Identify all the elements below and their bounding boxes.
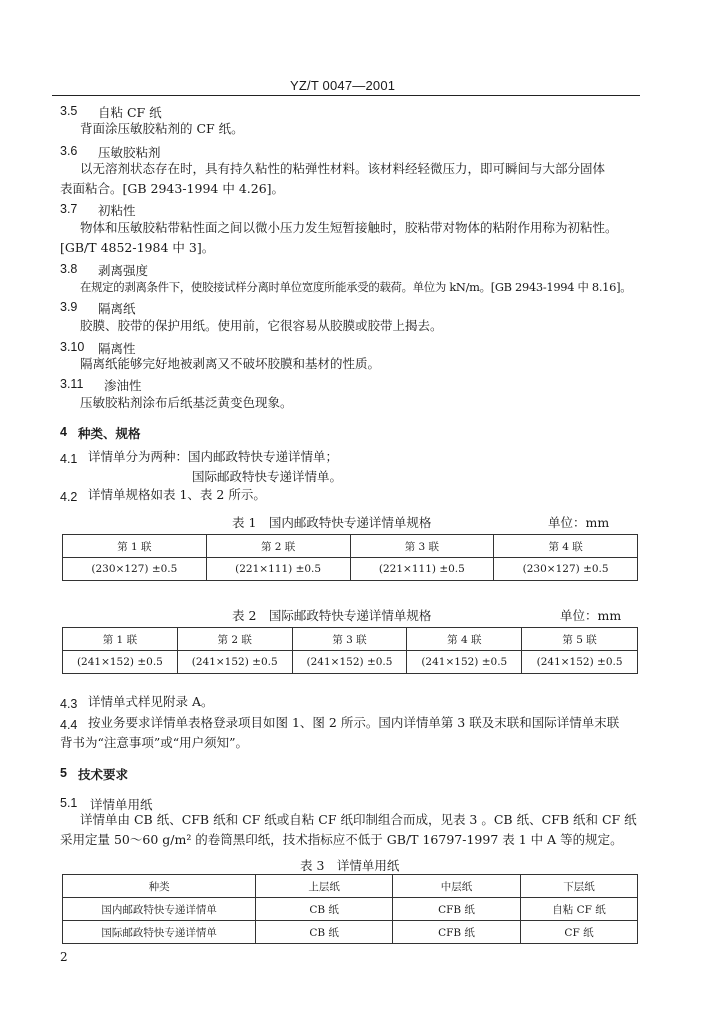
table-header-cell: 下层纸 — [520, 875, 637, 898]
page-number: 2 — [60, 950, 68, 964]
term-title: 初粘性 — [98, 203, 136, 218]
term-definition: 表面粘合。[GB 2943-1994 中 4.26]。 — [60, 181, 285, 196]
term-title: 压敏胶粘剂 — [98, 145, 161, 160]
table-header-cell: 上层纸 — [256, 875, 393, 898]
table-cell: CB 纸 — [256, 898, 393, 921]
clause-title: 详情单用纸 — [90, 797, 153, 812]
table-unit: 单位：mm — [548, 515, 610, 530]
term-definition: 压敏胶粘剂涂布后纸基泛黄变色现象。 — [80, 395, 293, 410]
table-3 — [62, 874, 638, 944]
table-2 — [62, 627, 638, 674]
table-header-row — [63, 535, 638, 558]
term-definition: 胶膜、胶带的保护用纸。使用前，它很容易从胶膜或胶带上揭去。 — [80, 318, 443, 333]
table-header-cell: 第 1 联 — [63, 535, 207, 558]
clause-number: 3.10 — [60, 340, 85, 354]
term-definition: 以无溶剂状态存在时，具有持久粘性的粘弹性材料。该材料经轻微压力，即可瞬间与大部分固体 — [80, 161, 606, 176]
table-row — [63, 898, 638, 921]
table-header-cell: 第 3 联 — [350, 535, 494, 558]
table-row — [63, 921, 638, 944]
term-definition: 物体和压敏胶粘带粘性面之间以微小压力发生短暂接触时，胶粘带对物体的粘附作用称为初粘性。 — [80, 220, 618, 235]
clause-number: 5.1 — [60, 796, 78, 810]
table-cell: CFB 纸 — [393, 898, 521, 921]
table-cell: 自粘 CF 纸 — [520, 898, 637, 921]
clause-number: 4.4 — [60, 718, 78, 732]
clause-number: 4.2 — [60, 490, 78, 504]
table-header-cell: 第 2 联 — [177, 628, 292, 651]
table-cell: (221×111) ±0.5 — [350, 558, 494, 581]
clause-number: 4.3 — [60, 697, 78, 711]
clause-text: 详情单由 CB 纸、CFB 纸和 CF 纸或自粘 CF 纸印制组合而成，见表 3 。CB 纸、CFB 纸和 CF 纸 — [80, 812, 637, 827]
table-cell: 国际邮政特快专递详情单 — [63, 921, 256, 944]
term-title: 剥离强度 — [98, 263, 149, 278]
term-definition: [GB/T 4852-1984 中 3]。 — [60, 240, 215, 255]
table-header-cell: 第 4 联 — [407, 628, 522, 651]
table-cell: 国内邮政特快专递详情单 — [63, 898, 256, 921]
table-cell: CF 纸 — [520, 921, 637, 944]
clause-text: 按业务要求详情单表格登录项目如图 1、图 2 所示。国内详情单第 3 联及末联和国际详情单末联 — [88, 715, 620, 730]
section-title: 技术要求 — [78, 767, 129, 782]
clause-text: 背书为“注意事项”或“用户须知”。 — [60, 735, 249, 750]
clause-text: 详情单分为两种：国内邮政特快专递详情单； — [88, 449, 339, 464]
table-cell: (241×152) ±0.5 — [63, 651, 178, 674]
table-cell: (241×152) ±0.5 — [407, 651, 522, 674]
term-title: 渗油性 — [104, 378, 142, 393]
term-title: 隔离性 — [98, 341, 136, 356]
table-cell: (230×127) ±0.5 — [63, 558, 207, 581]
table-cell: CFB 纸 — [393, 921, 521, 944]
table-header-cell: 第 1 联 — [63, 628, 178, 651]
clause-number: 3.8 — [60, 262, 78, 276]
table-cell: (241×152) ±0.5 — [177, 651, 292, 674]
table-header-cell: 第 5 联 — [522, 628, 638, 651]
table-caption: 表 1 国内邮政特快专递详情单规格 — [232, 515, 432, 530]
table-header-row — [63, 875, 638, 898]
term-title: 隔离纸 — [98, 301, 136, 316]
table-caption: 表 3 详情单用纸 — [300, 858, 400, 873]
clause-text: 详情单式样见附录 A。 — [88, 694, 214, 709]
clause-number: 4.1 — [60, 452, 78, 466]
header-rule — [52, 95, 640, 96]
section-number: 4 — [60, 425, 67, 439]
term-definition: 隔离纸能够完好地被剥离又不破坏胶膜和基材的性质。 — [80, 356, 381, 371]
clause-number: 3.6 — [60, 144, 78, 158]
clause-number: 3.9 — [60, 300, 78, 314]
table-row — [63, 558, 638, 581]
term-title: 自粘 CF 纸 — [98, 105, 162, 120]
table-cell: (230×127) ±0.5 — [494, 558, 638, 581]
table-header-cell: 第 3 联 — [292, 628, 407, 651]
clause-text: 采用定量 50～60 g/m² 的卷筒黑印纸，技术指标应不低于 GB/T 16797-1997 表 1 中 A 等的规定。 — [60, 832, 623, 847]
section-title: 种类、规格 — [78, 426, 141, 441]
table-caption: 表 2 国际邮政特快专递详情单规格 — [232, 608, 432, 623]
clause-number: 3.11 — [60, 377, 84, 391]
table-header-cell: 第 4 联 — [494, 535, 638, 558]
table-header-row — [63, 628, 638, 651]
table-header-cell: 中层纸 — [393, 875, 521, 898]
term-definition: 在规定的剥离条件下，使胶接试样分离时单位宽度所能承受的载荷。单位为 kN/m。[GB 2943-1994 中 8.16]。 — [80, 280, 632, 294]
table-1 — [62, 534, 638, 581]
table-header-cell: 种类 — [63, 875, 256, 898]
clause-text: 详情单规格如表 1、表 2 所示。 — [88, 487, 266, 502]
table-cell: (221×111) ±0.5 — [206, 558, 350, 581]
table-cell: (241×152) ±0.5 — [522, 651, 638, 674]
table-unit: 单位：mm — [560, 608, 622, 623]
clause-number: 3.7 — [60, 202, 78, 216]
table-row — [63, 651, 638, 674]
section-number: 5 — [60, 766, 67, 780]
term-definition: 背面涂压敏胶粘剂的 CF 纸。 — [80, 121, 244, 136]
table-cell: CB 纸 — [256, 921, 393, 944]
table-header-cell: 第 2 联 — [206, 535, 350, 558]
table-cell: (241×152) ±0.5 — [292, 651, 407, 674]
clause-text: 国际邮政特快专递详情单。 — [192, 469, 343, 484]
standard-id-header: YZ/T 0047—2001 — [290, 78, 396, 93]
clause-number: 3.5 — [60, 104, 78, 118]
